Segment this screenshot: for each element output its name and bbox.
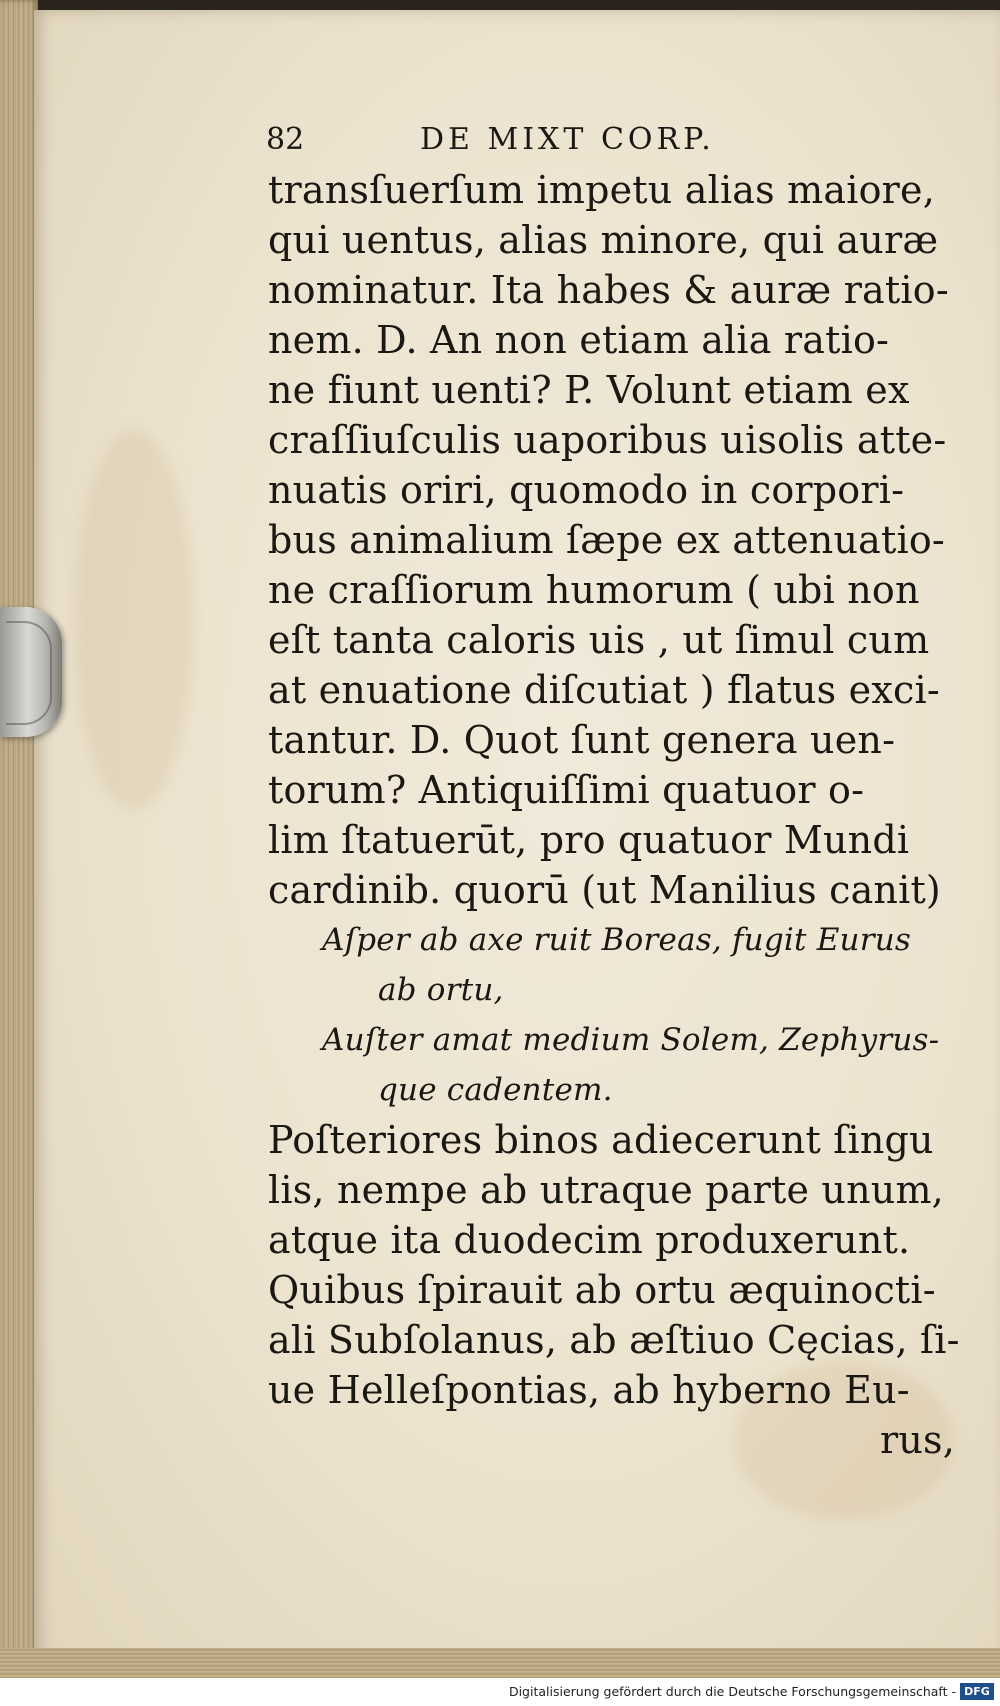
page-number: 82	[266, 122, 305, 157]
body-line: nominatur. Ita habes & auræ ratio-	[268, 268, 949, 312]
body-line: torum? Antiquiſſimi quatuor o-	[268, 768, 865, 812]
body-line: cardinib. quorū (ut Manilius canit)	[268, 868, 941, 912]
body-line: ne craſſiorum humorum ( ubi non	[268, 568, 920, 612]
body-line: qui uentus, alias minore, qui auræ	[268, 218, 939, 262]
body-line: ue Helleſpontias, ab hyberno Eu-	[268, 1368, 910, 1412]
catchword: rus,	[880, 1418, 956, 1462]
verse-line: Auſter amat medium Solem, Zephyrus-	[322, 1022, 940, 1058]
body-line: nuatis oriri, quomodo in corpori-	[268, 468, 905, 512]
body-line: at enuatione diſcutiat ) flatus exci-	[268, 668, 940, 712]
body-line: Quibus ſpirauit ab ortu æquinocti-	[268, 1268, 936, 1312]
body-line: tantur. D. Quot ſunt genera uen-	[268, 718, 896, 762]
verse-line: ab ortu,	[378, 972, 504, 1008]
body-line: bus animalium ſæpe ex attenuatio-	[268, 518, 945, 562]
verse-line: Aſper ab axe ruit Boreas, fugit Eurus	[322, 922, 911, 958]
running-title: DE MIXT CORP.	[420, 122, 715, 157]
dfg-logo: DFG	[960, 1683, 994, 1700]
body-line: Poſteriores binos adiecerunt ſingu	[268, 1118, 934, 1162]
body-line: craſſiuſculis uaporibus uisolis atte-	[268, 418, 947, 462]
body-line: lim ſtatuerūt, pro quatuor Mundi	[268, 818, 910, 862]
body-line: nem. D. An non etiam alia ratio-	[268, 318, 890, 362]
body-line: ali Subſolanus, ab æſtiuo Cęcias, ſi-	[268, 1318, 960, 1362]
digitization-credit: Digitalisierung gefördert durch die Deutsche Forschungsgemeinschaft -	[508, 1684, 956, 1699]
book-bottom-edge	[0, 1648, 1000, 1678]
body-line: transſuerſum impetu alias maiore,	[268, 168, 935, 212]
verse-line: que cadentem.	[378, 1072, 613, 1108]
body-line: ne fiunt uenti? P. Volunt etiam ex	[268, 368, 910, 412]
body-line: atque ita duodecim produxerunt.	[268, 1218, 911, 1262]
body-line: eſt tanta caloris uis , ut ſimul cum	[268, 618, 930, 662]
body-line: lis, nempe ab utraque parte unum,	[268, 1168, 944, 1212]
